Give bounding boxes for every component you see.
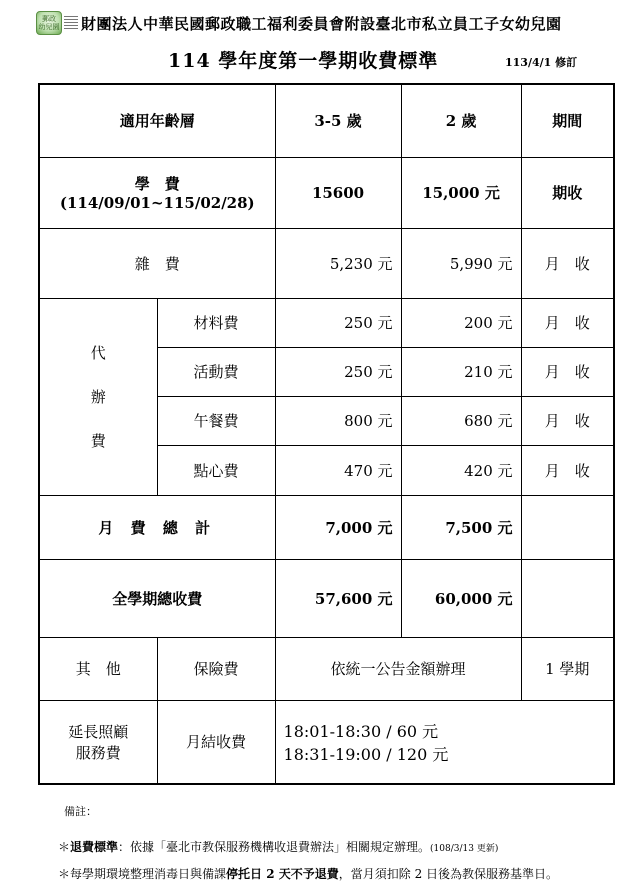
extended-care-label <box>39 700 157 784</box>
period-header: 期間 <box>521 84 614 157</box>
tuition-row <box>39 157 614 228</box>
activity-fee-age-3-5: 250 元 <box>275 347 401 396</box>
lunch-fee-age-2: 680 元 <box>401 396 521 445</box>
revision-date: 113/4/1 修訂 <box>505 56 578 69</box>
age-2-header: 2 歲 <box>401 84 521 157</box>
snack-fee-age-2: 420 元 <box>401 445 521 495</box>
agency-fee-label <box>39 298 157 495</box>
insurance-label: 保險費 <box>157 637 275 700</box>
lunch-fee-age-3-5: 800 元 <box>275 396 401 445</box>
note-star-icon: ＊ <box>58 867 71 881</box>
other-label: 其 他 <box>39 637 157 700</box>
age-group-header: 適用年齡層 <box>39 84 275 157</box>
page-header <box>36 10 616 36</box>
monthly-total-age-3-5: 7,000 元 <box>275 495 401 559</box>
title-row <box>0 46 626 76</box>
agency-fee-row <box>39 298 614 347</box>
agency-fee-label-3: 費 <box>90 431 106 450</box>
snack-fee-age-3-5: 470 元 <box>275 445 401 495</box>
semester-total-age-2: 60,000 元 <box>401 559 521 637</box>
refund-note-date: (108/3/13 更新) <box>430 844 499 854</box>
monthly-total-age-2: 7,500 元 <box>401 495 521 559</box>
extended-care-row <box>39 700 614 784</box>
activity-fee-age-2: 210 元 <box>401 347 521 396</box>
material-fee-age-2: 200 元 <box>401 298 521 347</box>
semester-total-age-3-5: 57,600 元 <box>275 559 401 637</box>
extended-care-label-2: 服務費 <box>75 743 121 762</box>
refund-note-bold: 退費標準 <box>70 840 119 854</box>
monthly-total-period <box>521 495 614 559</box>
misc-fee-row <box>39 228 614 298</box>
lunch-fee-period: 月 收 <box>521 396 614 445</box>
activity-fee-label: 活動費 <box>157 347 275 396</box>
closure-note <box>58 865 558 882</box>
extended-care-label-1: 延長照顧 <box>68 722 129 741</box>
closure-note-bold: 停托日 2 天不予退費 <box>226 867 339 881</box>
snack-fee-period: 月 收 <box>521 445 614 495</box>
insurance-period: 1 學期 <box>521 637 614 700</box>
tuition-label-cell <box>39 157 275 228</box>
kindergarten-logo-icon: 郵政 幼兒園 <box>36 11 62 35</box>
agency-fee-label-2: 辦 <box>90 387 106 406</box>
tuition-age-3-5: 15600 <box>275 157 401 228</box>
lunch-fee-label: 午餐費 <box>157 396 275 445</box>
snack-fee-label: 點心費 <box>157 445 275 495</box>
page-title: 114 學年度第一學期收費標準 <box>168 50 439 72</box>
material-fee-age-3-5: 250 元 <box>275 298 401 347</box>
fee-table <box>38 83 615 785</box>
agency-fee-label-1: 代 <box>90 343 106 362</box>
semester-total-row <box>39 559 614 637</box>
extended-care-rate-1: 18:01-18:30 / 60 元 <box>283 721 439 741</box>
insurance-value: 依統一公告金額辦理 <box>275 637 521 700</box>
decorative-lines-icon <box>64 16 78 30</box>
misc-fee-age-3-5: 5,230 元 <box>275 228 401 298</box>
organization-name: 財團法人中華民國郵政職工福利委員會附設臺北市私立員工子女幼兒園 <box>81 14 562 33</box>
closure-note-text-b: ，當月須扣除 2 日後為教保服務基準日。 <box>338 867 559 881</box>
tuition-label: 學 費 <box>134 175 180 193</box>
tuition-age-2: 15,000 元 <box>401 157 521 228</box>
age-3-5-header: 3-5 歲 <box>275 84 401 157</box>
extended-care-rates <box>275 700 614 784</box>
semester-total-label: 全學期總收費 <box>39 559 275 637</box>
misc-fee-age-2: 5,990 元 <box>401 228 521 298</box>
refund-note-text: ：依據「臺北市教保服務機構收退費辦法」相關規定辦理。 <box>118 840 431 854</box>
semester-total-period <box>521 559 614 637</box>
refund-note <box>58 838 498 855</box>
note-star-icon: ＊ <box>58 840 71 854</box>
misc-fee-period: 月 收 <box>521 228 614 298</box>
misc-fee-label: 雜 費 <box>39 228 275 298</box>
other-row <box>39 637 614 700</box>
activity-fee-period: 月 收 <box>521 347 614 396</box>
tuition-period: 期收 <box>521 157 614 228</box>
table-header-row <box>39 84 614 157</box>
closure-note-text-a: 每學期環境整理消毒日與備課 <box>70 867 227 881</box>
extended-care-rate-2: 18:31-19:00 / 120 元 <box>283 744 449 764</box>
tuition-dates: (114/09/01~115/02/28) <box>59 194 255 212</box>
monthly-total-label: 月 費 總 計 <box>39 495 275 559</box>
monthly-total-row <box>39 495 614 559</box>
notes-label: 備註： <box>64 805 97 818</box>
extended-care-item: 月結收費 <box>157 700 275 784</box>
material-fee-label: 材料費 <box>157 298 275 347</box>
material-fee-period: 月 收 <box>521 298 614 347</box>
